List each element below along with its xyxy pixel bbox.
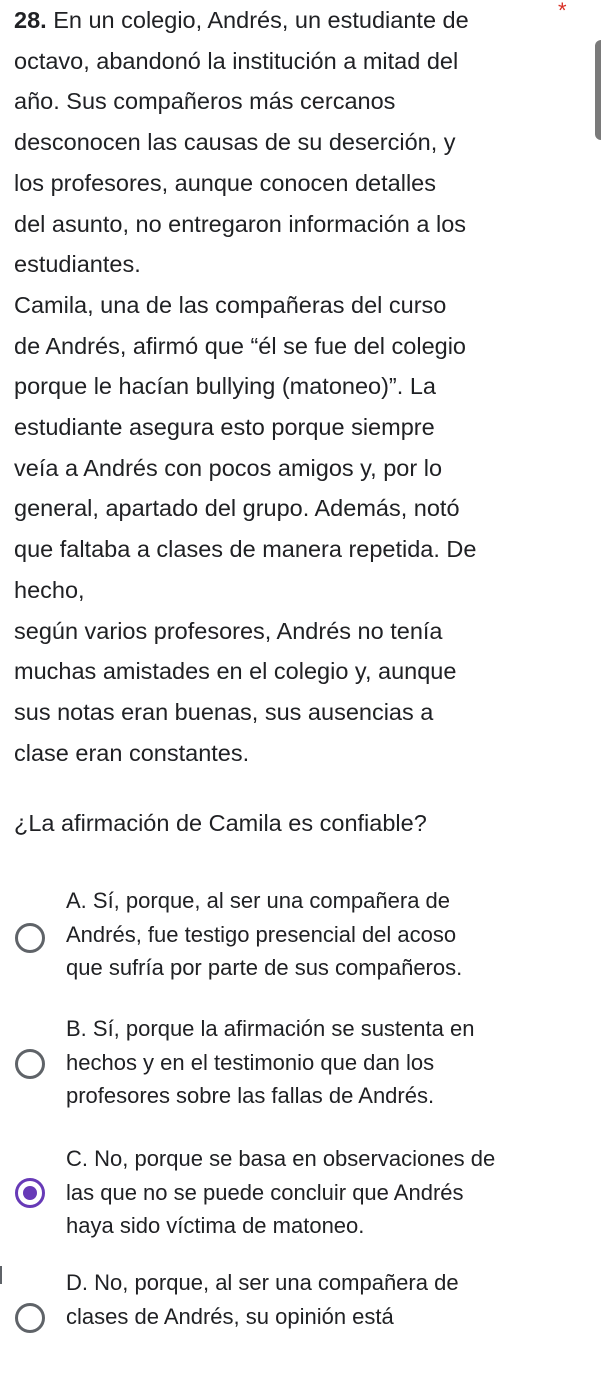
- option-line: las que no se puede concluir que Andrés: [66, 1179, 464, 1205]
- paragraph-3: [14, 611, 562, 774]
- question-prompt: ¿La afirmación de Camila es confiable?: [14, 810, 427, 836]
- question-title-text: En un colegio, Andrés, un estudiante de: [53, 7, 469, 33]
- edge-mark: [0, 1266, 2, 1284]
- option-line: D. No, porque, al ser una compañera de: [66, 1270, 459, 1295]
- paragraph-line: clase eran constantes.: [14, 739, 250, 766]
- radio-button-d[interactable]: [15, 1303, 45, 1333]
- option-line: Andrés, fue testigo presencial del acoso: [66, 921, 457, 947]
- paragraph-line: Camila, una de las compañeras del curso: [14, 291, 447, 318]
- paragraph-line: estudiante asegura esto porque siempre: [14, 414, 435, 441]
- option-c[interactable]: [0, 1142, 601, 1252]
- paragraph-1: [14, 41, 562, 285]
- option-line: que sufría por parte de sus compañeros.: [66, 955, 463, 980]
- option-b-label: [66, 1012, 556, 1113]
- paragraph-2: [14, 285, 562, 611]
- paragraph-line: los profesores, aunque conocen detalles: [14, 169, 436, 196]
- option-b[interactable]: [0, 1012, 601, 1122]
- option-a-label: [66, 884, 556, 985]
- scrollbar-thumb[interactable]: [595, 40, 601, 140]
- paragraph-line: veía a Andrés con pocos amigos y, por lo: [14, 454, 443, 481]
- question-block: [14, 0, 567, 773]
- paragraph-line: del asunto, no entregaron información a los: [14, 210, 467, 237]
- paragraph-line: sus notas eran buenas, sus ausencias a: [14, 698, 434, 725]
- option-c-label: [66, 1142, 556, 1243]
- paragraph-line: general, apartado del grupo. Además, notó: [14, 495, 460, 522]
- radio-button-a[interactable]: [15, 923, 45, 953]
- option-line: haya sido víctima de matoneo.: [66, 1213, 365, 1238]
- paragraph-line: hecho,: [14, 576, 85, 603]
- option-line: hechos y en el testimonio que dan los: [66, 1049, 435, 1075]
- paragraph-line: porque le hacían bullying (matoneo)”. La: [14, 373, 436, 400]
- paragraph-line: según varios profesores, Andrés no tenía: [14, 617, 443, 644]
- question-number: 28.: [14, 7, 47, 33]
- option-line: profesores sobre las fallas de Andrés.: [66, 1083, 435, 1108]
- option-d[interactable]: [0, 1266, 601, 1376]
- option-line: A. Sí, porque, al ser una compañera de: [66, 888, 451, 913]
- option-line: C. No, porque se basa en observaciones de: [66, 1146, 496, 1171]
- option-a[interactable]: [0, 884, 601, 994]
- paragraph-line: muchas amistades en el colegio y, aunque: [14, 658, 457, 685]
- option-line: B. Sí, porque la afirmación se sustenta en: [66, 1016, 475, 1041]
- paragraph-line: de Andrés, afirmó que “él se fue del colegio: [14, 332, 466, 359]
- required-asterisk: *: [558, 0, 567, 23]
- question-title: [14, 0, 562, 41]
- paragraph-line: desconocen las causas de su deserción, y: [14, 129, 456, 156]
- radio-button-b[interactable]: [15, 1049, 45, 1079]
- option-line: clases de Andrés, su opinión está: [66, 1303, 394, 1329]
- paragraph-line: estudiantes.: [14, 251, 141, 278]
- option-d-label: [66, 1266, 556, 1333]
- paragraph-line: octavo, abandonó la institución a mitad del: [14, 47, 459, 74]
- radio-button-c-selected[interactable]: [15, 1178, 45, 1208]
- paragraph-line: año. Sus compañeros más cercanos: [14, 88, 396, 115]
- paragraph-line: que faltaba a clases de manera repetida. De: [14, 536, 477, 563]
